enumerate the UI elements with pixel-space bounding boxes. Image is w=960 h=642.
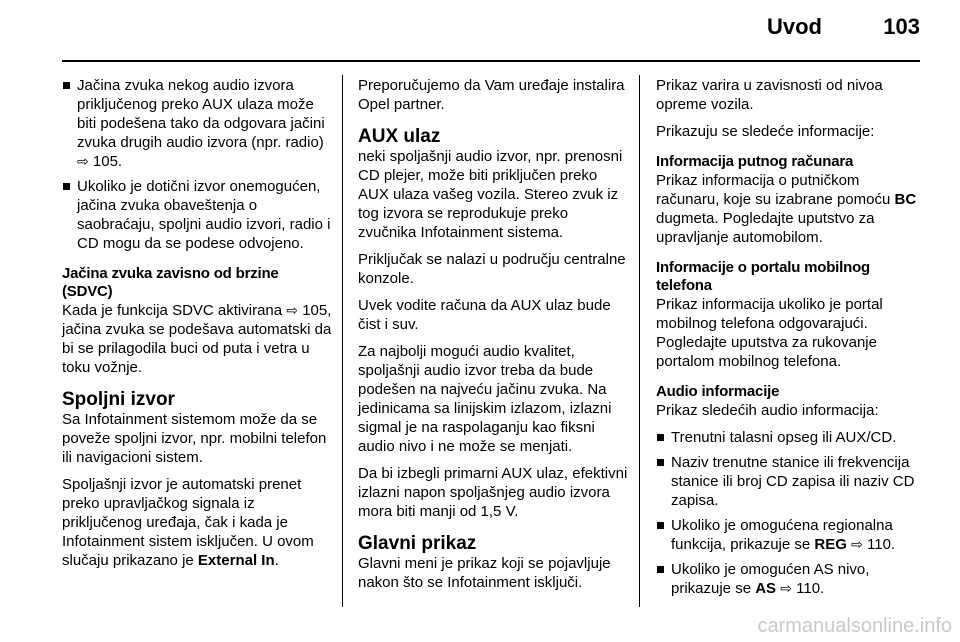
list-item-text: Ukoliko je omogućen AS nivo, prikazuje se	[671, 561, 870, 597]
section-heading-glavni-prikaz: Glavni prikaz	[358, 533, 477, 554]
list-item-text: Trenutni talasni opseg ili AUX/CD.	[671, 429, 897, 446]
page-ref-icon: ⇨	[286, 302, 299, 318]
list-item	[656, 560, 924, 598]
paragraph-text: Kada je funkcija SDVC aktivirana	[62, 302, 283, 319]
page-title: Uvod	[767, 14, 822, 39]
list-item	[62, 177, 332, 253]
page-ref[interactable]: 110.	[867, 536, 896, 553]
list-item	[656, 453, 924, 510]
paragraph: neki spoljašnji audio izvor, npr. prenosni CD plejer, može biti priključen preko AUX ulaza vašeg vozila. Stereo zvuk iz tog izvora se reprodukuje preko zvučnika Infotainment sistema.	[358, 148, 623, 241]
page-ref-icon: ⇨	[77, 153, 89, 169]
column-right	[656, 76, 924, 604]
subheading-putni-racunar: Informacija putnog računara	[656, 153, 854, 170]
subheading-sdvc: Jačina zvuka zavisno od brzine (SDVC)	[62, 265, 279, 300]
list-item-text: Ukoliko je omogućena regionalna funkcija, prikazuje se	[671, 517, 893, 553]
paragraph-text: , jačina zvuka se podešava automatski da bi se prilagodila buci od puta i vetra u toku vožnje.	[62, 302, 332, 376]
list-item	[656, 428, 924, 447]
display-label: REG	[814, 536, 847, 553]
page-ref-icon: ⇨	[851, 536, 863, 552]
paragraph-text: Prikaz informacija o putničkom računaru, koje su izabrane pomoću	[656, 172, 891, 208]
subheading-audio: Audio informacije	[656, 383, 780, 400]
paragraph-text: Spoljašnji izvor je automatski prenet preko upravljačkog signala iz priključenog uređaja, čak i kada je Infotainment sistem isključen. U ovom slučaju prikazano je	[62, 476, 314, 569]
paragraph: Prikaz varira u zavisnosti od nivoa opreme vozila.	[656, 77, 883, 113]
button-label: BC	[894, 191, 917, 208]
page-ref[interactable]: 105	[302, 302, 328, 319]
paragraph: Da bi izbegli primarni AUX ulaz, efektivni izlazni napon spoljašnjeg audio izvora mora biti manji od 1,5 V.	[358, 465, 628, 520]
paragraph-text: .	[274, 552, 279, 569]
paragraph: Priključak se nalazi u području centralne konzole.	[358, 251, 626, 287]
list-item	[656, 516, 924, 554]
list-item-text: Ukoliko je dotični izvor onemogućen, jačina zvuka obaveštenja o saobraćaju, spoljni audio izvori, radio i CD mogu da se podese odvojeno.	[77, 178, 331, 252]
section-heading-aux-ulaz: AUX ulaz	[358, 126, 441, 147]
display-label: AS	[755, 580, 777, 597]
column-middle	[358, 76, 630, 600]
list-item-text: Naziv trenutne stanice ili frekvencija stanice ili broj CD zapisa ili naziv CD zapisa.	[671, 454, 915, 509]
column-divider	[639, 75, 640, 607]
subheading-portal: Informacije o portalu mobilnog telefona	[656, 259, 871, 294]
paragraph	[656, 171, 924, 247]
paragraph: Glavni meni je prikaz koji se pojavljuje nakon što se Infotainment isključi.	[358, 555, 611, 591]
page-number: 103	[883, 14, 920, 39]
watermark: carmanualsonline.info	[757, 615, 952, 637]
page-ref-icon: ⇨	[780, 580, 792, 596]
paragraph: Za najbolji mogući audio kvalitet, spoljašnji audio izvor treba da bude podešen na najveću jačinu zvuka. Na jedinicama sa linijskim izlazom, izlazni sigmal je na raspolaganju kao fiksni audio nivo i ne može se menjati.	[358, 343, 612, 455]
paragraph	[62, 301, 332, 377]
paragraph: Prikaz sledećih audio informacija:	[656, 402, 879, 419]
page-ref[interactable]: 110.	[796, 580, 825, 597]
list-item	[62, 76, 332, 171]
paragraph: Prikazuju se sledeće informacije:	[656, 123, 875, 140]
paragraph: Uvek vodite računa da AUX ulaz bude čist i suv.	[358, 297, 611, 333]
display-label: External In	[197, 552, 275, 569]
paragraph-text: dugmeta. Pogledajte uputstvo za upravljanje automobilom.	[656, 210, 875, 246]
column-divider	[342, 75, 343, 607]
header-divider	[62, 60, 920, 62]
list-item-text: Jačina zvuka nekog audio izvora priključenog preko AUX ulaza može biti podešena tako da odgovara jačini zvuka drugih audio izvora (npr. radio)	[77, 77, 325, 151]
page-ref[interactable]: 105.	[92, 153, 123, 170]
paragraph: Sa Infotainment sistemom može da se poveže spoljni izvor, npr. mobilni telefon ili navigacioni sistem.	[62, 411, 327, 466]
paragraph	[62, 475, 332, 570]
paragraph: Preporučujemo da Vam uređaje instalira Opel partner.	[358, 77, 625, 113]
paragraph: Prikaz informacija ukoliko je portal mobilnog telefona odgovarajući. Pogledajte uputstva za rukovanje portalom mobilnog telefona.	[656, 296, 883, 370]
section-heading-spoljni-izvor: Spoljni izvor	[62, 389, 175, 410]
column-left	[62, 76, 332, 578]
